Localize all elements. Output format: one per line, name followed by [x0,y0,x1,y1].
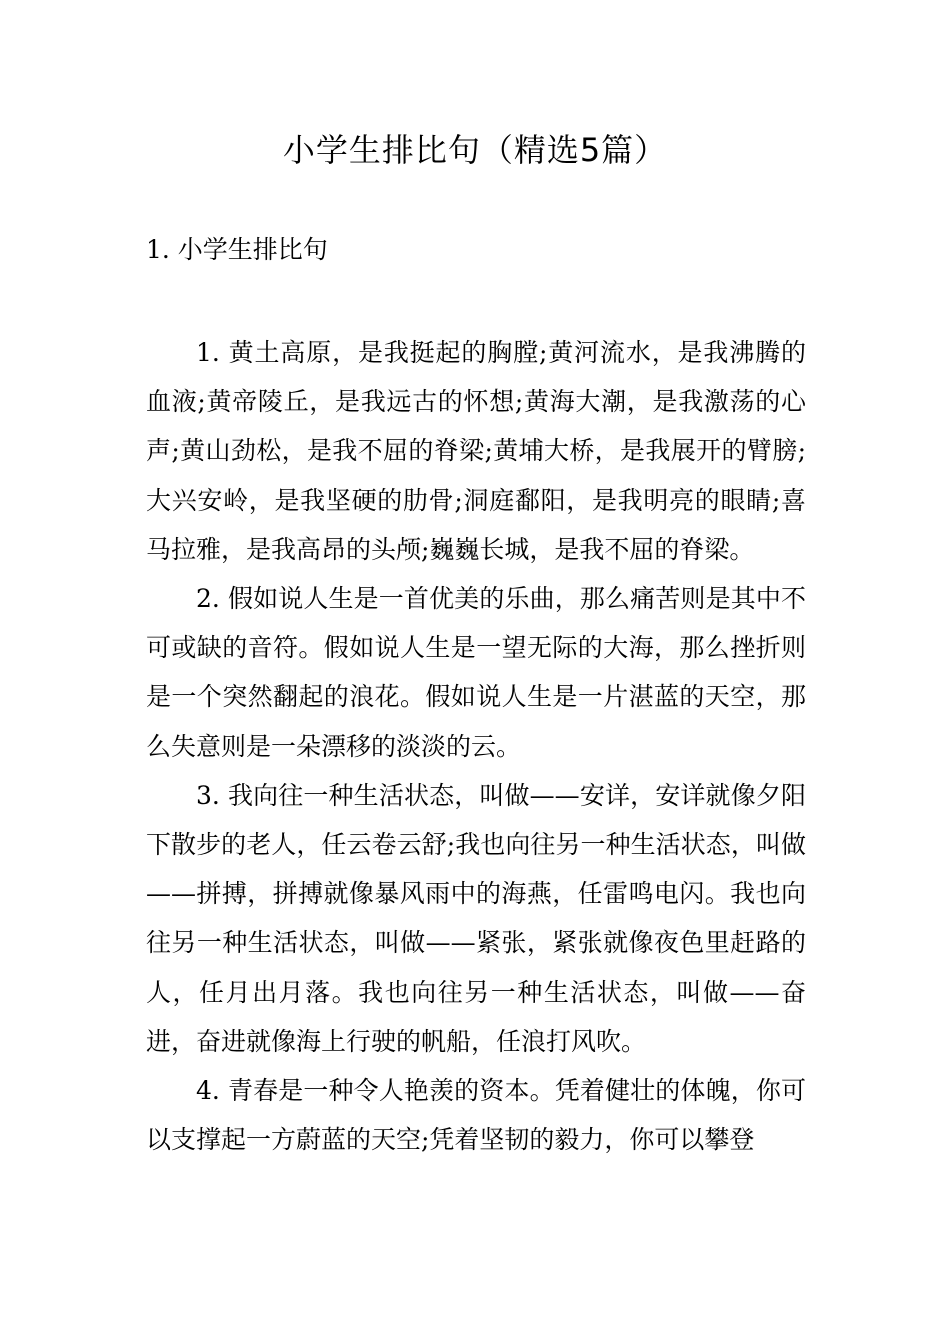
paragraph-1: 1. 黄土高原，是我挺起的胸膛;黄河流水，是我沸腾的血液;黄帝陵丘，是我远古的怀想;黄海大潮，是我激荡的心声;黄山劲松，是我不屈的脊梁;黄埔大桥，是我展开的臂膀;大兴安岭，是我坚硬的肋骨;洞庭鄱阳，是我明亮的眼睛;喜马拉雅，是我高昂的头颅;巍巍长城，是我不屈的脊梁。 [146,338,806,564]
section-heading: 1. 小学生排比句 [146,235,328,264]
paragraph-2: 2. 假如说人生是一首优美的乐曲，那么痛苦则是其中不可或缺的音符。假如说人生是一望无际的大海，那么挫折则是一个突然翻起的浪花。假如说人生是一片湛蓝的天空，那么失意则是一朵漂移的淡淡的云。 [146,584,806,761]
paragraph-4: 4. 青春是一种令人艳羡的资本。凭着健壮的体魄，你可以支撑起一方蔚蓝的天空;凭着坚韧的毅力，你可以攀登 [146,1076,806,1155]
body-text [146,328,806,1164]
paragraph-3: 3. 我向往一种生活状态，叫做——安详，安详就像夕阳下散步的老人，任云卷云舒;我也向往另一种生活状态，叫做——拼搏，拼搏就像暴风雨中的海燕，任雷鸣电闪。我也向往另一种生活状态，叫做——紧张，紧张就像夜色里赶路的人，任月出月落。我也向往另一种生活状态，叫做——奋进，奋进就像海上行驶的帆船，任浪打风吹。 [146,780,806,1056]
document-title: 小学生排比句（精选5篇） [282,131,668,169]
